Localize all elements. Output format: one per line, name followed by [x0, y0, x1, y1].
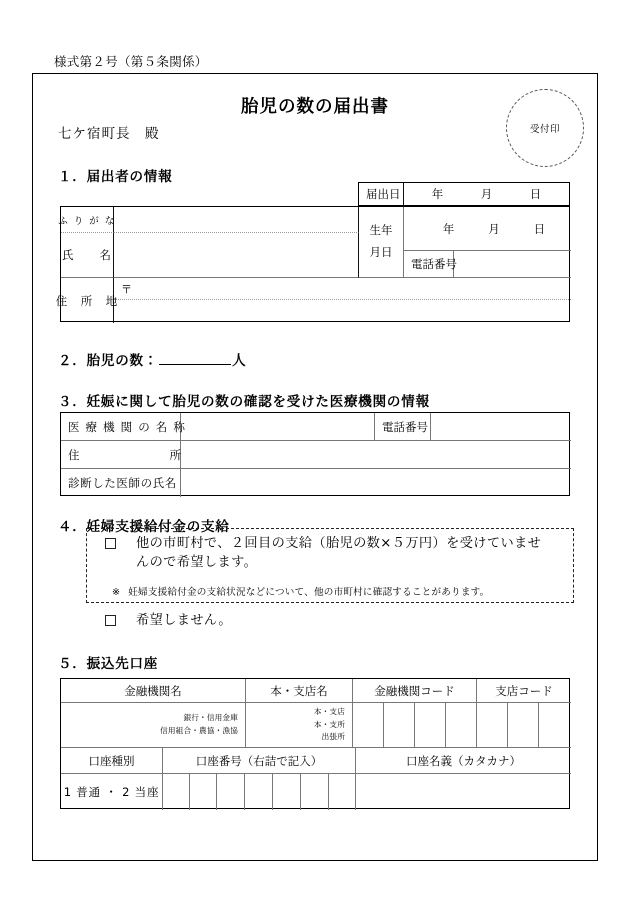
checkbox-icon[interactable]: [105, 615, 116, 626]
section-3-heading: ３．妊娠に関して胎児の数の確認を受けた医療機関の情報: [58, 394, 430, 410]
account-type-header: 口座種別: [61, 748, 163, 774]
section-1-heading: １．届出者の情報: [58, 169, 173, 185]
grant-option-2[interactable]: [105, 611, 232, 630]
bank-code-digit[interactable]: [353, 703, 384, 748]
birthdate-label: 生年 月日: [359, 207, 404, 278]
phone-label: 電話番号: [404, 251, 454, 278]
page-title: 胎児の数の届出書: [241, 97, 389, 117]
fetus-count-input[interactable]: [159, 351, 231, 365]
branch-name-input[interactable]: [246, 703, 353, 748]
account-number-digit[interactable]: [329, 774, 356, 810]
receipt-stamp-circle: [506, 89, 584, 167]
name-input[interactable]: [114, 233, 359, 278]
section-2-heading: ２．胎児の数：: [58, 353, 159, 369]
grant-option-1-text: 他の市町村で、２回目の支給（胎児の数×５万円）を受けていませ んので希望します。: [136, 536, 542, 571]
bank-code-digit[interactable]: [446, 703, 477, 748]
furigana-label: ふ り が な: [61, 207, 114, 233]
branch-name-suffix: 本・支店 本・支所 出張所: [313, 707, 345, 742]
note-text: 妊婦支援給付金の支給状況などについて、他の市町村に確認することがあります。: [128, 587, 490, 598]
checkbox-icon[interactable]: [105, 538, 116, 549]
doctor-name-input[interactable]: [181, 469, 571, 497]
address-label: 住 所 地: [61, 278, 114, 323]
section-4-heading: ４．妊婦支援給付金の支給: [58, 519, 230, 535]
branch-code-digit[interactable]: [477, 703, 508, 748]
account-number-digit[interactable]: [217, 774, 245, 810]
branch-code-digit[interactable]: [539, 703, 571, 748]
institution-name-input[interactable]: [181, 413, 375, 441]
grant-option-2-text: 希望しません。: [136, 613, 232, 628]
institution-phone-input[interactable]: [431, 413, 571, 441]
bank-code-header: 金融機関コード: [353, 679, 477, 703]
bank-code-digit[interactable]: [384, 703, 415, 748]
receipt-stamp-label: 受付印: [529, 124, 560, 135]
institution-phone-label: 電話番号: [375, 413, 431, 441]
account-number-digit[interactable]: [301, 774, 329, 810]
account-number-digit[interactable]: [163, 774, 190, 810]
section-5-heading: ５．振込先口座: [58, 656, 159, 672]
name-label: 氏 名: [61, 233, 114, 278]
postal-code-input[interactable]: 〒: [114, 278, 571, 300]
section-2-row: [58, 349, 246, 369]
bank-name-suffix: 銀行・信用金庫 信用組合・農協・漁協: [160, 713, 238, 735]
account-holder-header: 口座名義（カタカナ）: [356, 748, 571, 774]
bank-name-header: 金融機関名: [61, 679, 246, 703]
submission-date-label: 届出日: [359, 183, 404, 205]
institution-address-label: 住 所: [61, 441, 181, 469]
address-input[interactable]: [114, 300, 571, 323]
phone-input[interactable]: [454, 251, 571, 278]
bank-code-digit[interactable]: [415, 703, 446, 748]
account-number-header: 口座番号（右詰で記入）: [163, 748, 356, 774]
bank-name-input[interactable]: [61, 703, 246, 748]
grant-option-1[interactable]: [105, 534, 560, 572]
submission-date-box: [358, 182, 570, 206]
account-number-digit[interactable]: [245, 774, 273, 810]
account-type-value[interactable]: 1 普通 ・ 2 当座: [61, 774, 163, 810]
branch-name-header: 本・支店名: [246, 679, 353, 703]
grant-option-note: [112, 584, 489, 598]
account-holder-input[interactable]: [356, 774, 571, 810]
branch-code-digit[interactable]: [508, 703, 539, 748]
addressee: 七ケ宿町長 殿: [58, 126, 160, 142]
bank-account-table: [60, 678, 570, 809]
account-number-digit[interactable]: [190, 774, 217, 810]
institution-name-label: 医 療 機 関 の 名 称: [61, 413, 181, 441]
fetus-count-unit: 人: [232, 353, 247, 369]
medical-institution-table: [60, 412, 570, 496]
institution-address-input[interactable]: [181, 441, 571, 469]
branch-code-header: 支店コード: [477, 679, 571, 703]
note-mark-icon: ※: [112, 587, 121, 598]
form-number: 様式第２号（第５条関係）: [54, 54, 208, 69]
account-number-digit[interactable]: [273, 774, 301, 810]
birthdate-input[interactable]: 年 月 日: [404, 207, 571, 251]
furigana-input[interactable]: [114, 207, 359, 233]
applicant-info-table: [55, 206, 570, 322]
submission-date-value[interactable]: 年 月 日: [431, 187, 542, 201]
doctor-name-label: 診断した医師の氏名: [61, 469, 181, 497]
